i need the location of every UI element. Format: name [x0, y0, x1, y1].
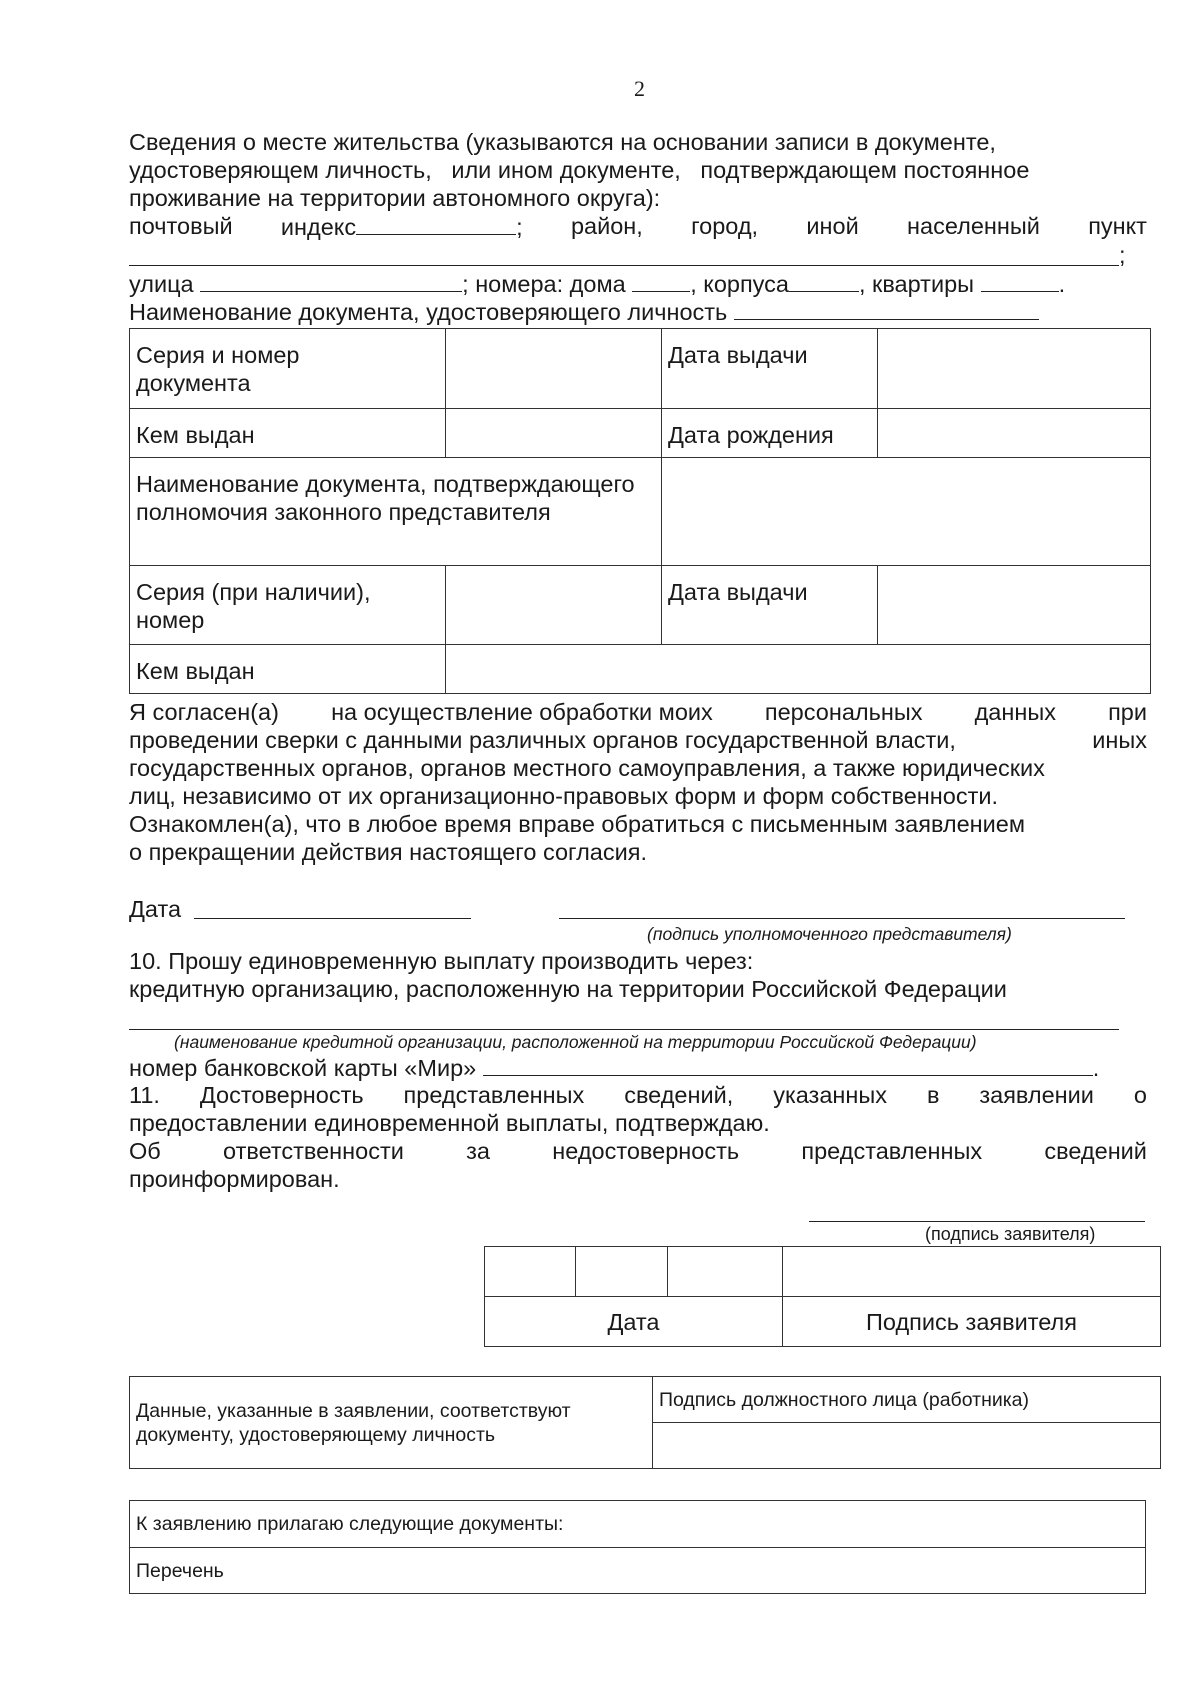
- consent-l2-b: иных: [1092, 727, 1147, 753]
- date-label: Дата: [129, 896, 182, 922]
- attach-label: К заявлению прилагаю следующие документы:: [136, 1513, 564, 1535]
- rep-doc-value[interactable]: [662, 458, 1151, 566]
- resp-w0: Об: [129, 1138, 161, 1164]
- building-label: , корпуса: [690, 271, 789, 297]
- series-number-label-cell: [130, 329, 446, 409]
- official-signature-label-cell: [653, 1377, 1161, 1423]
- date-signature-table: [484, 1246, 1161, 1347]
- residence-heading-line3: проживание на территории автономного округа):: [129, 185, 661, 211]
- issue-date2-label-cell: [662, 566, 878, 645]
- street-end-dot: .: [1058, 271, 1066, 297]
- data-match-cell: [130, 1377, 653, 1469]
- settlement-line-end: ;: [1119, 242, 1126, 268]
- item11-w1: Достоверность: [199, 1082, 364, 1108]
- item11-w5: в: [926, 1082, 940, 1108]
- consent-l1-c: персональных: [764, 699, 923, 725]
- issue-date-label: Дата выдачи: [668, 342, 808, 368]
- city-label: город,: [691, 213, 759, 239]
- street-field[interactable]: [200, 269, 462, 292]
- birth-date-label: Дата рождения: [668, 422, 834, 448]
- residence-heading-line2: удостоверяющем личность, или ином документе, подтверждающем постоянное: [129, 157, 1030, 183]
- signature-caption-cell: [783, 1297, 1161, 1347]
- settlement-field[interactable]: [129, 265, 1119, 266]
- postal-index-row: [129, 212, 1147, 241]
- applicant-signature-field[interactable]: [809, 1221, 1145, 1222]
- official-signature-value[interactable]: [653, 1423, 1161, 1469]
- id-doc-row: [129, 297, 1039, 326]
- rep-doc-label: Наименование документа, подтверждающего полномочия законного представителя: [136, 471, 635, 525]
- item11-w7: о: [1133, 1082, 1147, 1108]
- resp-w3: недостоверность: [552, 1138, 740, 1164]
- consent-l1-a: Я согласен(а): [129, 699, 279, 725]
- consent-line4: лиц, независимо от их организационно-правовых форм и форм собственности.: [129, 783, 999, 809]
- card-row: [129, 1053, 1099, 1082]
- issued-by2-label-cell: [130, 645, 446, 694]
- street-label: улица: [129, 271, 194, 297]
- birth-date-value[interactable]: [878, 409, 1151, 458]
- data-match-label: Данные, указанные в заявлении, соответствуют документу, удостоверяющему личность: [136, 1399, 571, 1446]
- responsibility-line1: [129, 1137, 1147, 1165]
- consent-line3: государственных органов, органов местного самоуправления, а также юридических: [129, 755, 1045, 781]
- attach-label-cell: [130, 1501, 1146, 1548]
- signature-caption: Подпись заявителя: [866, 1308, 1077, 1335]
- applicant-signature-caption: (подпись заявителя): [925, 1224, 1096, 1244]
- list-label-cell[interactable]: [130, 1548, 1146, 1594]
- card-end-dot: .: [1092, 1055, 1100, 1081]
- list-label: Перечень: [136, 1559, 224, 1582]
- point-label: пункт: [1088, 213, 1147, 239]
- consent-line6: о прекращении действия настоящего согласия.: [129, 839, 648, 865]
- credit-org-field[interactable]: [129, 1029, 1119, 1030]
- signature-cell[interactable]: [783, 1247, 1161, 1297]
- item10-text: 10. Прошу единовременную выплату производить через:: [129, 948, 754, 974]
- date-field[interactable]: [194, 918, 471, 919]
- official-check-table: [129, 1376, 1161, 1469]
- resp-w5: сведений: [1044, 1138, 1147, 1164]
- issue-date2-label: Дата выдачи: [668, 579, 808, 605]
- district-label: район,: [570, 213, 643, 239]
- series-optional-value[interactable]: [446, 566, 662, 645]
- other-label: иной: [806, 213, 859, 239]
- issued-by-label-cell: [130, 409, 446, 458]
- id-doc-label: Наименование документа, удостоверяющего личность: [129, 299, 728, 325]
- series-optional-label: Серия (при наличии), номер: [136, 579, 371, 633]
- resp-w4: представленных: [801, 1138, 983, 1164]
- item11-w6: заявлении: [979, 1082, 1094, 1108]
- issued-by2-label: Кем выдан: [136, 658, 255, 684]
- consent-l1-b: на осуществление обработки моих: [331, 699, 713, 725]
- date-caption-cell: [485, 1297, 783, 1347]
- apartment-field[interactable]: [981, 269, 1059, 292]
- postal-index-field[interactable]: [356, 212, 516, 235]
- issued-by-value[interactable]: [446, 409, 662, 458]
- issue-date-label-cell: [662, 329, 878, 409]
- series-number-label: Серия и номер документа: [136, 342, 300, 396]
- series-number-value[interactable]: [446, 329, 662, 409]
- item11-w2: представленных: [403, 1082, 585, 1108]
- issued-by2-value[interactable]: [446, 645, 1151, 694]
- index-semicolon: ;: [516, 214, 523, 240]
- issued-by-label: Кем выдан: [136, 422, 255, 448]
- card-number-field[interactable]: [483, 1053, 1093, 1076]
- residence-heading-line1: Сведения о месте жительства (указываются на основании записи в документе,: [129, 129, 996, 155]
- item11-line2: предоставлении единовременной выплаты, подтверждаю.: [129, 1110, 770, 1136]
- building-field[interactable]: [789, 269, 859, 292]
- street-row: [129, 269, 1065, 298]
- resp-w2: за: [466, 1138, 490, 1164]
- consent-l1-e: при: [1108, 699, 1147, 725]
- resp-w1: ответственности: [223, 1138, 404, 1164]
- consent-line2: [129, 726, 1147, 754]
- consent-line5: Ознакомлен(а), что в любое время вправе обратиться с письменным заявлением: [129, 811, 1025, 837]
- day-cell[interactable]: [485, 1247, 576, 1297]
- index-label: индекс: [280, 214, 357, 240]
- issue-date2-value[interactable]: [878, 566, 1151, 645]
- credit-org-caption: (наименование кредитной организации, расположенной на территории Российской Федерации): [174, 1032, 977, 1052]
- year-cell[interactable]: [668, 1247, 783, 1297]
- item11-w0: 11.: [129, 1082, 160, 1108]
- series-optional-label-cell: [130, 566, 446, 645]
- item11-w3: сведений,: [624, 1082, 734, 1108]
- id-doc-field[interactable]: [734, 297, 1039, 320]
- numbers-label: ; номера: дома: [462, 271, 626, 297]
- birth-date-label-cell: [662, 409, 878, 458]
- settlement-label: населенный: [907, 213, 1040, 239]
- responsibility-line2: проинформирован.: [129, 1166, 340, 1192]
- postal-label: почтовый: [129, 213, 233, 239]
- credit-org-text: кредитную организацию, расположенную на территории Российской Федерации: [129, 976, 1007, 1002]
- rep-signature-caption: (подпись уполномоченного представителя): [647, 924, 1012, 944]
- rep-doc-label-cell: [130, 458, 662, 566]
- card-label: номер банковской карты «Мир»: [129, 1055, 477, 1081]
- official-signature-label: Подпись должностного лица (работника): [659, 1388, 1030, 1411]
- consent-l2-a: проведении сверки с данными различных органов государственной власти,: [129, 727, 956, 753]
- consent-line1: [129, 698, 1147, 726]
- item11-w4: указанных: [773, 1082, 887, 1108]
- house-field[interactable]: [632, 269, 690, 292]
- date-caption: Дата: [607, 1308, 660, 1335]
- issue-date-value[interactable]: [878, 329, 1151, 409]
- month-cell[interactable]: [576, 1247, 668, 1297]
- apartment-label: , квартиры: [859, 271, 975, 297]
- item11-line1: [129, 1081, 1147, 1109]
- consent-l1-d: данных: [974, 699, 1056, 725]
- attachments-table: [129, 1500, 1146, 1594]
- page-number: 2: [634, 76, 645, 101]
- id-document-table: [129, 328, 1151, 694]
- index-group: [281, 212, 523, 241]
- rep-signature-field[interactable]: [559, 918, 1125, 919]
